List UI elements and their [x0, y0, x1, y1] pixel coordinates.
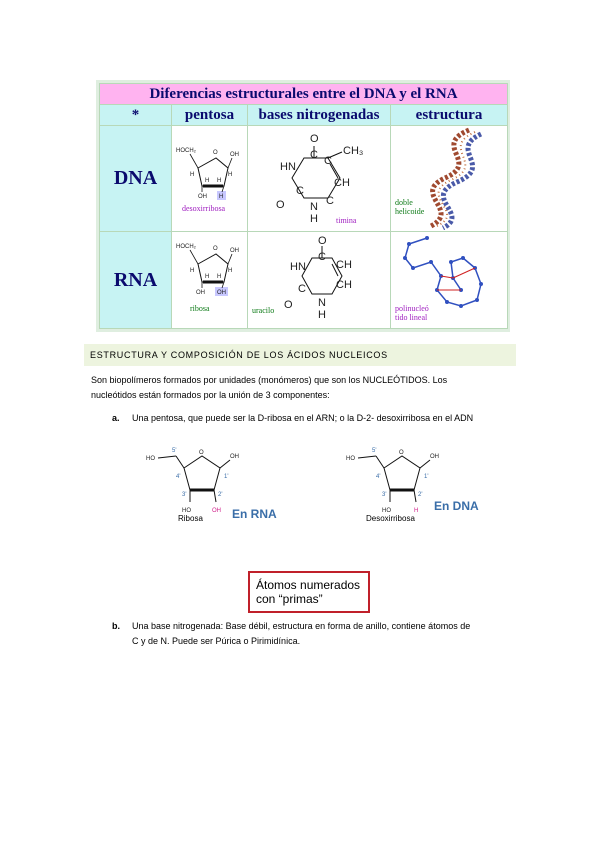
atom-label: OH: [230, 248, 239, 254]
item-b-line-1: Una base nitrogenada: Base débil, estructura en forma de anillo, contiene átomos de: [132, 621, 471, 631]
row-label-dna: DNA: [100, 126, 172, 232]
atom-number-label: 2': [218, 492, 223, 498]
atom-label: H: [205, 178, 210, 184]
atom-label: N: [318, 297, 326, 309]
atom-label: H: [228, 172, 233, 178]
item-b-line-2: C y de N. Puede ser Púrica o Pirimidínica.: [132, 636, 301, 646]
atom-label: OH: [212, 508, 221, 514]
deoxyribose-tag: En DNA: [434, 499, 479, 513]
atom-label: CH₃: [343, 145, 364, 157]
atom-label: O: [284, 299, 293, 311]
sugar-label-rna: ribosa: [190, 304, 210, 313]
atom-number-label: 2': [418, 492, 423, 498]
atom-number-label: 5': [172, 448, 177, 454]
primes-note-line-2: con “primas”: [256, 592, 323, 606]
atom-label: H: [219, 194, 224, 200]
table-title: Diferencias estructurales entre el DNA y el RNA: [100, 84, 508, 105]
primes-note-line-1: Átomos numerados: [256, 578, 361, 592]
atom-label: OH: [230, 454, 239, 460]
thymine-structure: [248, 126, 389, 230]
sugar-cell-rna: [172, 232, 248, 329]
ribose-diagram: [136, 434, 306, 534]
atom-label: HO: [182, 508, 191, 514]
atom-label: H: [217, 178, 222, 184]
atom-number-label: 5': [372, 448, 377, 454]
row-label-rna: RNA: [100, 232, 172, 329]
atom-label: N: [310, 201, 318, 213]
atom-label: H: [318, 309, 326, 321]
atom-label: C: [296, 185, 304, 197]
atom-label: HO: [346, 456, 355, 462]
item-b-marker: b.: [112, 621, 120, 631]
base-cell-dna: [248, 126, 391, 232]
comparison-table: [96, 80, 510, 332]
atom-label: OH: [430, 454, 439, 460]
atom-label: O: [199, 450, 204, 456]
base-label-dna: timina: [336, 216, 357, 225]
deoxyribose-label: Desoxirribosa: [366, 514, 415, 523]
atom-label: HN: [280, 161, 296, 173]
atom-label: CH: [336, 279, 352, 291]
structure-label-dna-2: helicoide: [395, 207, 425, 216]
atom-label: O: [276, 199, 285, 211]
intro-line-2: nucleótidos están formados por la unión de 3 componentes:: [91, 390, 330, 400]
atom-label: HO: [382, 508, 391, 514]
atom-label: C: [324, 155, 332, 167]
header-estructura: estructura: [391, 105, 508, 126]
sugar-label-dna: desoxirribosa: [182, 204, 226, 213]
base-label-rna: uracilo: [252, 306, 275, 315]
atom-label: H: [217, 274, 222, 280]
atom-label: HOCH₂: [176, 244, 196, 250]
structure-label-rna-2: tido lineal: [395, 313, 428, 322]
header-bases: bases nitrogenadas: [248, 105, 391, 126]
base-cell-rna: [248, 232, 391, 329]
item-a-text: Una pentosa, que puede ser la D-ribosa en el ARN; o la D-2- desoxirribosa en el ADN: [132, 413, 474, 423]
section-heading: ESTRUCTURA Y COMPOSICIÓN DE LOS ÁCIDOS NUCLEICOS: [84, 344, 516, 366]
atom-label: C: [326, 195, 334, 207]
atom-label: O: [318, 235, 327, 247]
atom-label: O: [213, 150, 218, 156]
atom-label: C: [310, 149, 318, 161]
atom-label: O: [213, 246, 218, 252]
atom-label: O: [399, 450, 404, 456]
atom-label: H: [205, 274, 210, 280]
intro-line-1: Son biopolímeros formados por unidades (monómeros) que son los NUCLEÓTIDOS. Los: [91, 375, 448, 385]
atom-label: H: [310, 213, 318, 225]
atom-label: H: [228, 268, 233, 274]
atom-label: H: [414, 508, 419, 514]
atom-label: OH: [230, 152, 239, 158]
atom-label: HO: [146, 456, 155, 462]
sugar-cell-dna: [172, 126, 248, 232]
atom-label: O: [310, 133, 319, 145]
atom-label: H: [190, 268, 195, 274]
structure-label-dna-1: doble: [395, 198, 413, 207]
structure-cell-rna: [391, 232, 508, 329]
deoxyribose-structure: [172, 126, 246, 230]
atom-number-label: 1': [424, 474, 429, 480]
atom-label: OH: [198, 194, 207, 200]
atom-label: CH: [336, 259, 352, 271]
atom-label: C: [298, 283, 306, 295]
header-pentosa: pentosa: [172, 105, 248, 126]
atom-label: OH: [196, 290, 205, 296]
atom-label: C: [318, 251, 326, 263]
ribose-tag: En RNA: [232, 507, 277, 521]
primes-note-box: [248, 571, 370, 613]
atom-label: H: [190, 172, 195, 178]
atom-number-label: 4': [376, 474, 381, 480]
item-a-marker: a.: [112, 413, 120, 423]
atom-label: OH: [217, 290, 226, 296]
atom-number-label: 1': [224, 474, 229, 480]
atom-number-label: 3': [182, 492, 187, 498]
structure-label-rna-1: polinucleó: [395, 304, 429, 313]
atom-label: HOCH₂: [176, 148, 196, 154]
atom-number-label: 4': [176, 474, 181, 480]
atom-label: HN: [290, 261, 306, 273]
header-asterisk: *: [100, 105, 172, 126]
atom-number-label: 3': [382, 492, 387, 498]
ribose-label: Ribosa: [178, 514, 203, 523]
structure-cell-dna: [391, 126, 508, 232]
atom-label: CH: [334, 177, 350, 189]
